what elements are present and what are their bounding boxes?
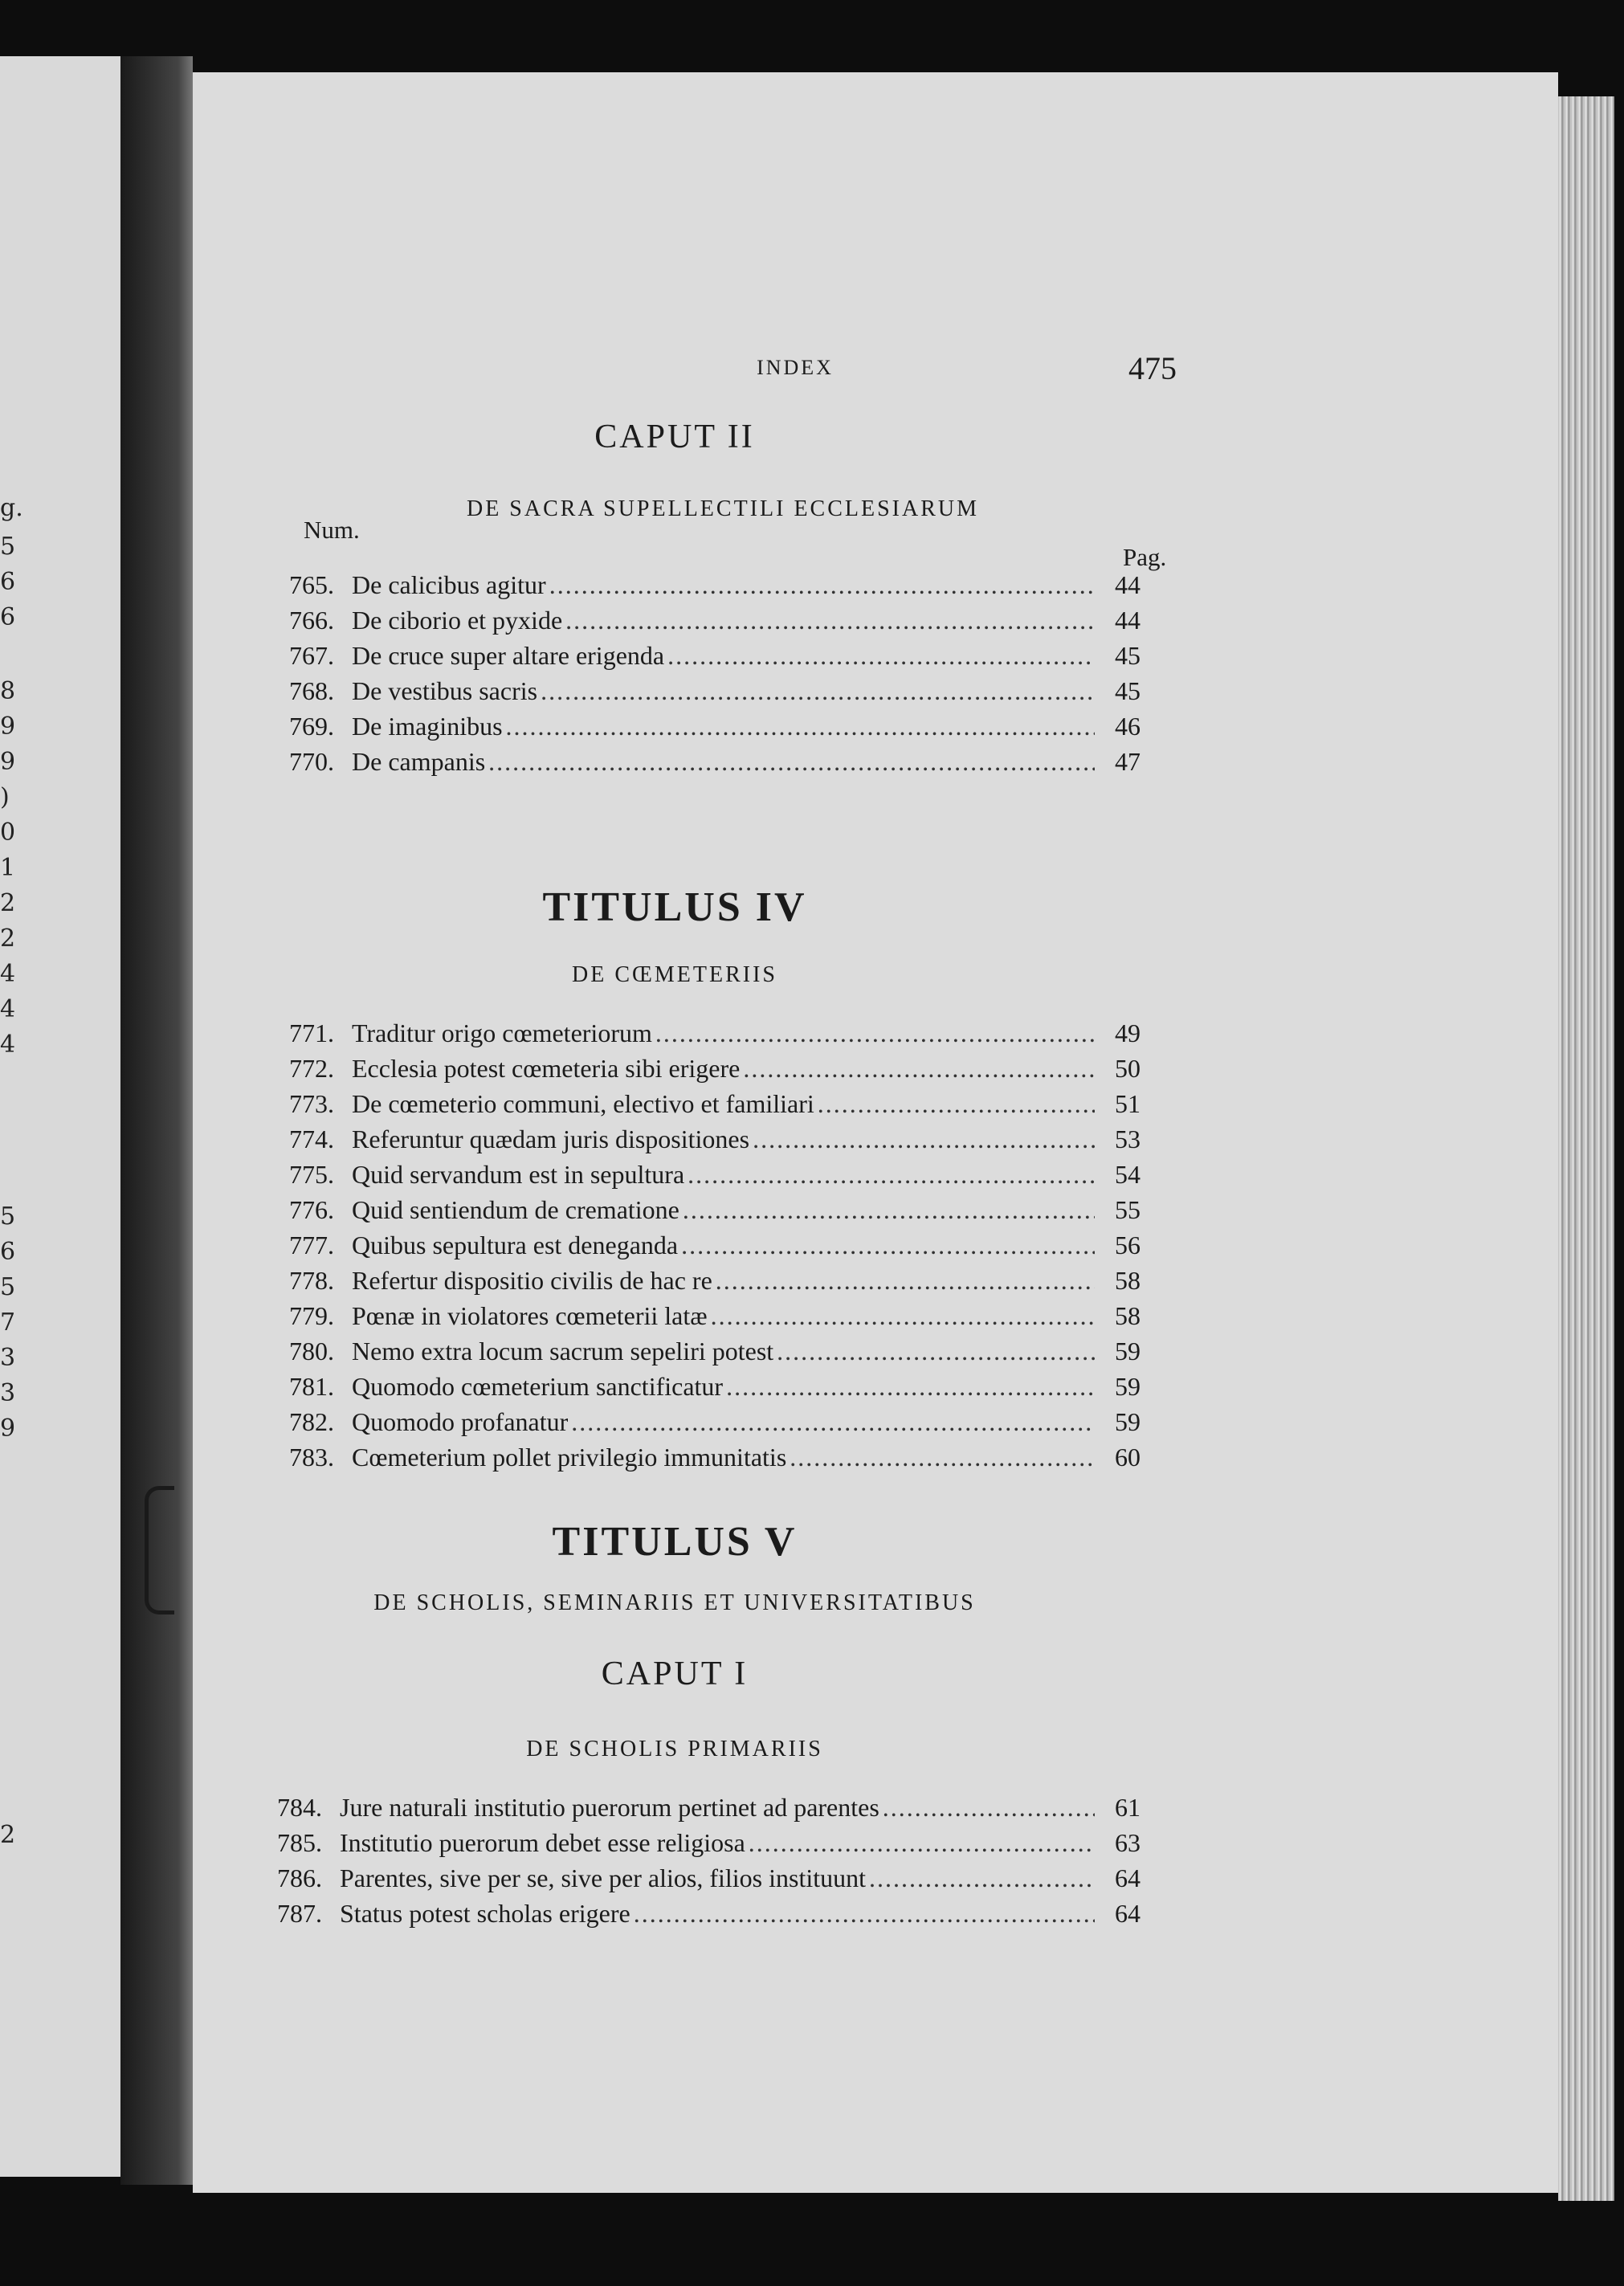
fragment: 2 (0, 889, 16, 917)
entry-text: Institutio puerorum debet esse religiosa (340, 1828, 745, 1857)
fragment: 6 (0, 603, 16, 631)
entry-page: 55 (1115, 1195, 1140, 1224)
index-entry (289, 676, 1140, 712)
entry-text: Quomodo profanatur (352, 1407, 569, 1436)
entry-number: 774. (289, 1125, 334, 1153)
leader-dots (869, 1863, 1095, 1893)
page-edges (1558, 96, 1614, 2201)
leader-dots (743, 1054, 1095, 1084)
fragment: 6 (0, 1238, 16, 1266)
entry-page: 54 (1115, 1160, 1140, 1189)
leader-dots (749, 1828, 1095, 1858)
previous-page-fragment (0, 56, 120, 2177)
leader-dots (688, 1160, 1095, 1190)
entry-number: 773. (289, 1089, 334, 1118)
fragment: 5 (0, 1273, 16, 1301)
index-entry (289, 570, 1140, 606)
entry-number: 765. (289, 570, 334, 599)
entry-page: 59 (1115, 1407, 1140, 1436)
fragment: 9 (0, 1414, 16, 1443)
entry-page: 46 (1115, 712, 1140, 741)
entry-page: 45 (1115, 641, 1140, 670)
leader-dots (818, 1089, 1095, 1119)
book-spine-shadow (120, 56, 193, 2185)
entry-number: 779. (289, 1301, 334, 1330)
leader-dots (753, 1125, 1095, 1154)
leader-dots (565, 606, 1095, 635)
caput-ii-entries (289, 570, 1140, 782)
entry-page: 59 (1115, 1337, 1140, 1365)
entry-text: Quibus sepultura est deneganda (352, 1231, 679, 1259)
entry-number: 769. (289, 712, 334, 741)
entry-page: 61 (1115, 1793, 1140, 1822)
fragment: g. (0, 494, 23, 522)
entry-number: 787. (277, 1899, 322, 1928)
leader-dots (488, 747, 1095, 777)
index-entry (289, 1301, 1140, 1337)
pag-column-label: Pag. (1123, 543, 1167, 571)
index-entry (289, 606, 1140, 641)
entry-page: 59 (1115, 1372, 1140, 1401)
fragment: 2 (0, 925, 16, 953)
entry-text: Nemo extra locum sacrum sepeliri potest (352, 1337, 774, 1365)
entry-page: 50 (1115, 1054, 1140, 1083)
titulus-v-heading: TITULUS V (552, 1519, 798, 1565)
caput-i-heading: CAPUT I (601, 1655, 749, 1692)
titulus-iv-entries (289, 1018, 1140, 1478)
caput-ii-heading: CAPUT II (594, 418, 755, 455)
index-entry (277, 1863, 1140, 1899)
entry-page: 51 (1115, 1089, 1140, 1118)
leader-dots (506, 712, 1095, 741)
entry-page: 47 (1115, 747, 1140, 776)
entry-number: 768. (289, 676, 334, 705)
entry-text: Referuntur quædam juris dispositiones (352, 1125, 750, 1153)
leader-dots (541, 676, 1095, 706)
page-number: 475 (1128, 350, 1177, 386)
entry-page: 44 (1115, 606, 1140, 635)
index-entry (289, 1407, 1140, 1443)
fragment: 8 (0, 677, 16, 705)
entry-text: Quid servandum est in sepultura (352, 1160, 685, 1189)
entry-number: 775. (289, 1160, 334, 1189)
entry-text: De cœmeterio communi, electivo et familiari (352, 1089, 814, 1118)
entry-number: 777. (289, 1231, 334, 1259)
index-entry (289, 1125, 1140, 1160)
fragment: 7 (0, 1308, 16, 1337)
index-entry (289, 1195, 1140, 1231)
entry-text: Cœmeterium pollet privilegio immunitatis (352, 1443, 787, 1472)
entry-number: 786. (277, 1863, 322, 1892)
fragment: ) (0, 783, 10, 811)
entry-number: 785. (277, 1828, 322, 1857)
entry-page: 56 (1115, 1231, 1140, 1259)
entry-text: De cruce super altare erigenda (352, 641, 665, 670)
fragment: 5 (0, 1202, 16, 1231)
fragment: 4 (0, 995, 16, 1023)
leader-dots (716, 1266, 1095, 1296)
leader-dots (883, 1793, 1095, 1823)
index-entry (289, 1054, 1140, 1089)
entry-number: 766. (289, 606, 334, 635)
num-column-label: Num. (304, 516, 360, 544)
fragment: 9 (0, 748, 16, 776)
entry-text: De calicibus agitur (352, 570, 546, 599)
leader-dots (777, 1337, 1095, 1366)
entry-number: 780. (289, 1337, 334, 1365)
entry-text: De vestibus sacris (352, 676, 538, 705)
leader-dots (667, 641, 1095, 671)
leader-dots (549, 570, 1095, 600)
entry-page: 49 (1115, 1018, 1140, 1047)
entry-page: 60 (1115, 1443, 1140, 1472)
index-entry (289, 1160, 1140, 1195)
fragment: 3 (0, 1344, 16, 1372)
entry-text: Status potest scholas erigere (340, 1899, 630, 1928)
titulus-v-subheading: DE SCHOLIS, SEMINARIIS ET UNIVERSITATIBUS (373, 1590, 976, 1615)
entry-text: Pœnæ in violatores cœmeterii latæ (352, 1301, 708, 1330)
index-entry (289, 1089, 1140, 1125)
entry-text: De imaginibus (352, 712, 503, 741)
fragment: 6 (0, 568, 16, 596)
entry-page: 63 (1115, 1828, 1140, 1857)
running-head (193, 350, 1558, 388)
entry-text: De ciborio et pyxide (352, 606, 563, 635)
entry-number: 782. (289, 1407, 334, 1436)
leader-dots (634, 1899, 1095, 1929)
entry-number: 770. (289, 747, 334, 776)
fragment: 3 (0, 1379, 16, 1407)
entry-number: 767. (289, 641, 334, 670)
index-entry (289, 1443, 1140, 1478)
entry-text: Quid sentiendum de crematione (352, 1195, 679, 1224)
entry-page: 58 (1115, 1301, 1140, 1330)
index-entry (289, 1337, 1140, 1372)
entry-number: 776. (289, 1195, 334, 1224)
page-content (193, 72, 1558, 2193)
entry-number: 783. (289, 1443, 334, 1472)
entry-text: Refertur dispositio civilis de hac re (352, 1266, 712, 1295)
caput-i-entries (277, 1793, 1140, 1934)
entry-page: 58 (1115, 1266, 1140, 1295)
fragment: 1 (0, 854, 16, 882)
running-title: INDEX (757, 356, 834, 379)
caput-i-subheading: DE SCHOLIS PRIMARIIS (526, 1737, 823, 1761)
index-page (193, 72, 1558, 2193)
index-entry (289, 1372, 1140, 1407)
index-entry (277, 1899, 1140, 1934)
leader-dots (711, 1301, 1095, 1331)
index-entry (277, 1828, 1140, 1863)
entry-page: 64 (1115, 1899, 1140, 1928)
leader-dots (790, 1443, 1095, 1472)
entry-text: Ecclesia potest cœmeteria sibi erigere (352, 1054, 741, 1083)
index-entry (289, 1231, 1140, 1266)
titulus-iv-subheading: DE CŒMETERIIS (572, 962, 777, 987)
bracket-mark (145, 1486, 174, 1614)
entry-page: 53 (1115, 1125, 1140, 1153)
index-entry (277, 1793, 1140, 1828)
fragment: 5 (0, 533, 16, 561)
fragment: 4 (0, 960, 16, 988)
index-entry (289, 1266, 1140, 1301)
titulus-iv-heading: TITULUS IV (542, 884, 807, 930)
index-entry (289, 1018, 1140, 1054)
fragment: 9 (0, 712, 16, 741)
entry-text: Jure naturali institutio puerorum pertinet ad parentes (340, 1793, 879, 1822)
entry-text: Parentes, sive per se, sive per alios, filios instituunt (340, 1863, 866, 1892)
leader-dots (726, 1372, 1095, 1402)
index-entry (289, 747, 1140, 782)
index-entry (289, 712, 1140, 747)
entry-text: Traditur origo cœmeteriorum (352, 1018, 652, 1047)
fragment: 2 (0, 1821, 16, 1849)
entry-number: 781. (289, 1372, 334, 1401)
leader-dots (681, 1231, 1095, 1260)
entry-number: 771. (289, 1018, 334, 1047)
leader-dots (683, 1195, 1095, 1225)
entry-number: 778. (289, 1266, 334, 1295)
entry-text: De campanis (352, 747, 486, 776)
entry-page: 64 (1115, 1863, 1140, 1892)
fragment: 4 (0, 1031, 16, 1059)
index-entry (289, 641, 1140, 676)
entry-text: Quomodo cœmeterium sanctificatur (352, 1372, 724, 1401)
leader-dots (571, 1407, 1095, 1437)
caput-ii-subheading: DE SACRA SUPELLECTILI ECCLESIARUM (466, 496, 980, 521)
entry-page: 44 (1115, 570, 1140, 599)
entry-number: 784. (277, 1793, 322, 1822)
entry-page: 45 (1115, 676, 1140, 705)
leader-dots (655, 1018, 1095, 1048)
entry-number: 772. (289, 1054, 334, 1083)
fragment: 0 (0, 818, 16, 847)
